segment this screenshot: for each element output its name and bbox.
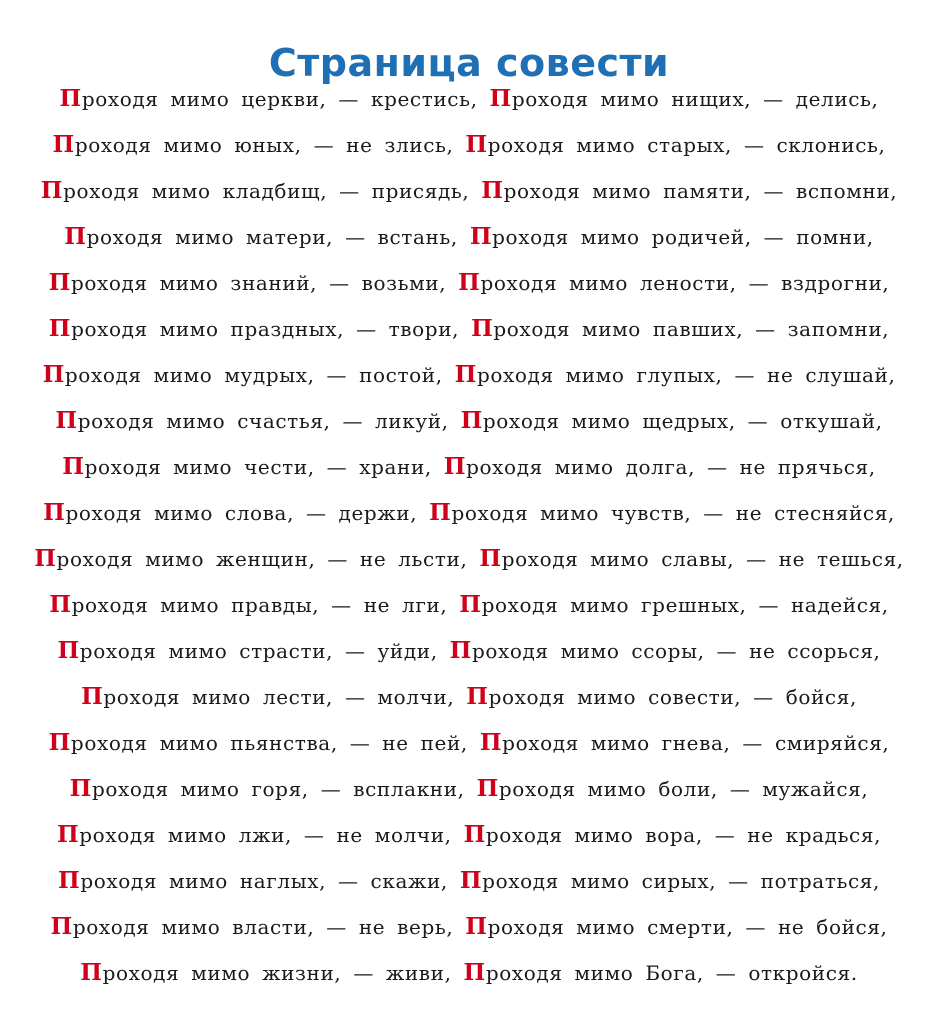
line-text: роходя мимо гнева, — смиряйся,: [502, 731, 890, 755]
line-text: роходя мимо старых, — склонись,: [487, 133, 886, 157]
poem-line: [0, 858, 938, 904]
poem-line: [0, 904, 938, 950]
line-text: роходя мимо ссоры, — не ссорься,: [471, 639, 881, 663]
red-initial-letter: П: [481, 177, 504, 204]
line-text: роходя мимо жизни, — живи,: [102, 961, 464, 985]
red-initial-letter: П: [465, 913, 488, 940]
poem-line: [0, 214, 938, 260]
line-text: роходя мимо боли, — мужайся,: [498, 777, 869, 801]
red-initial-letter: П: [463, 959, 486, 986]
red-initial-letter: П: [56, 821, 80, 848]
red-initial-letter: П: [64, 223, 87, 250]
red-initial-letter: П: [34, 545, 57, 572]
poem-line: [0, 766, 938, 812]
poem-line: [0, 168, 938, 214]
red-initial-letter: П: [80, 959, 103, 986]
red-initial-letter: П: [443, 453, 467, 480]
line-text: роходя мимо мудрых, — постой,: [64, 363, 455, 387]
line-text: роходя мимо сирых, — потраться,: [482, 869, 880, 893]
line-text: роходя мимо чувств, — не стесняйся,: [451, 501, 895, 525]
poem-body: [0, 76, 938, 996]
red-initial-letter: П: [460, 407, 483, 434]
red-initial-letter: П: [48, 729, 71, 756]
poem-line: [0, 352, 938, 398]
red-initial-letter: П: [59, 85, 82, 112]
red-initial-letter: П: [62, 453, 85, 480]
line-text: роходя мимо лености, — вздрогни,: [480, 271, 890, 295]
poem-line: [0, 122, 938, 168]
line-text: роходя мимо юных, — не злись,: [74, 133, 466, 157]
red-initial-letter: П: [49, 591, 72, 618]
red-initial-letter: П: [489, 85, 512, 112]
line-text: роходя мимо павших, — запомни,: [493, 317, 890, 341]
red-initial-letter: П: [58, 867, 81, 894]
line-text: роходя мимо кладбищ, — присядь,: [63, 179, 482, 203]
line-text: роходя мимо правды, — не лги,: [71, 593, 460, 617]
red-initial-letter: П: [463, 821, 486, 848]
line-text: роходя мимо счастья, — ликуй,: [77, 409, 461, 433]
red-initial-letter: П: [479, 545, 502, 572]
line-text: роходя мимо слова, — держи,: [65, 501, 430, 525]
line-text: роходя мимо матери, — встань,: [86, 225, 470, 249]
red-initial-letter: П: [42, 361, 65, 388]
line-text: роходя мимо глупых, — не слушай,: [476, 363, 896, 387]
red-initial-letter: П: [69, 775, 92, 802]
line-text: роходя мимо смерти, — не бойся,: [487, 915, 888, 939]
red-initial-letter: П: [471, 315, 494, 342]
line-text: роходя мимо пьянства, — не пей,: [70, 731, 480, 755]
red-initial-letter: П: [449, 637, 472, 664]
poem-line: [0, 950, 938, 996]
line-text: роходя мимо горя, — всплакни,: [91, 777, 477, 801]
red-initial-letter: П: [469, 223, 493, 250]
red-initial-letter: П: [52, 131, 75, 158]
red-initial-letter: П: [479, 729, 503, 756]
line-text: роходя мимо нищих, — делись,: [511, 87, 879, 111]
line-text: роходя мимо долга, — не прячься,: [466, 455, 876, 479]
line-text: роходя мимо знаний, — возьми,: [70, 271, 459, 295]
red-initial-letter: П: [459, 591, 482, 618]
line-text: роходя мимо чести, — храни,: [84, 455, 444, 479]
red-initial-letter: П: [40, 177, 64, 204]
red-initial-letter: П: [459, 867, 483, 894]
red-initial-letter: П: [50, 913, 73, 940]
poem-line: [0, 76, 938, 122]
line-text: роходя мимо наглых, — скажи,: [80, 869, 460, 893]
line-text: роходя мимо Бога, — откройся.: [485, 961, 858, 985]
line-text: роходя мимо славы, — не тешься,: [501, 547, 904, 571]
red-initial-letter: П: [48, 269, 71, 296]
red-initial-letter: П: [81, 683, 104, 710]
poem-line: [0, 720, 938, 766]
red-initial-letter: П: [454, 361, 477, 388]
poem-line: [0, 260, 938, 306]
red-initial-letter: П: [43, 499, 66, 526]
red-initial-letter: П: [429, 499, 452, 526]
poem-line: [0, 490, 938, 536]
line-text: роходя мимо женщин, — не льсти,: [56, 547, 480, 571]
poem-line: [0, 536, 938, 582]
line-text: роходя мимо лести, — молчи,: [103, 685, 467, 709]
red-initial-letter: П: [476, 775, 499, 802]
red-initial-letter: П: [465, 131, 488, 158]
red-initial-letter: П: [55, 407, 78, 434]
poem-line: [0, 398, 938, 444]
line-text: роходя мимо церкви, — крестись,: [81, 87, 490, 111]
page-title: Страница совести: [268, 41, 670, 86]
line-text: роходя мимо власти, — не верь,: [72, 915, 466, 939]
line-text: роходя мимо грешных, — надейся,: [481, 593, 889, 617]
line-text: роходя мимо родичей, — помни,: [492, 225, 874, 249]
red-initial-letter: П: [48, 315, 72, 342]
poem-line: [0, 306, 938, 352]
poem-line: [0, 674, 938, 720]
red-initial-letter: П: [458, 269, 481, 296]
poem-line: [0, 444, 938, 490]
poem-line: [0, 628, 938, 674]
red-initial-letter: П: [57, 637, 80, 664]
line-text: роходя мимо лжи, — не молчи,: [79, 823, 464, 847]
red-initial-letter: П: [466, 683, 489, 710]
poem-line: [0, 582, 938, 628]
line-text: роходя мимо страсти, — уйди,: [79, 639, 450, 663]
poem-line: [0, 812, 938, 858]
line-text: роходя мимо совести, — бойся,: [488, 685, 857, 709]
line-text: роходя мимо вора, — не крадься,: [485, 823, 882, 847]
line-text: роходя мимо праздных, — твори,: [71, 317, 472, 341]
line-text: роходя мимо щедрых, — откушай,: [482, 409, 883, 433]
line-text: роходя мимо памяти, — вспомни,: [503, 179, 898, 203]
